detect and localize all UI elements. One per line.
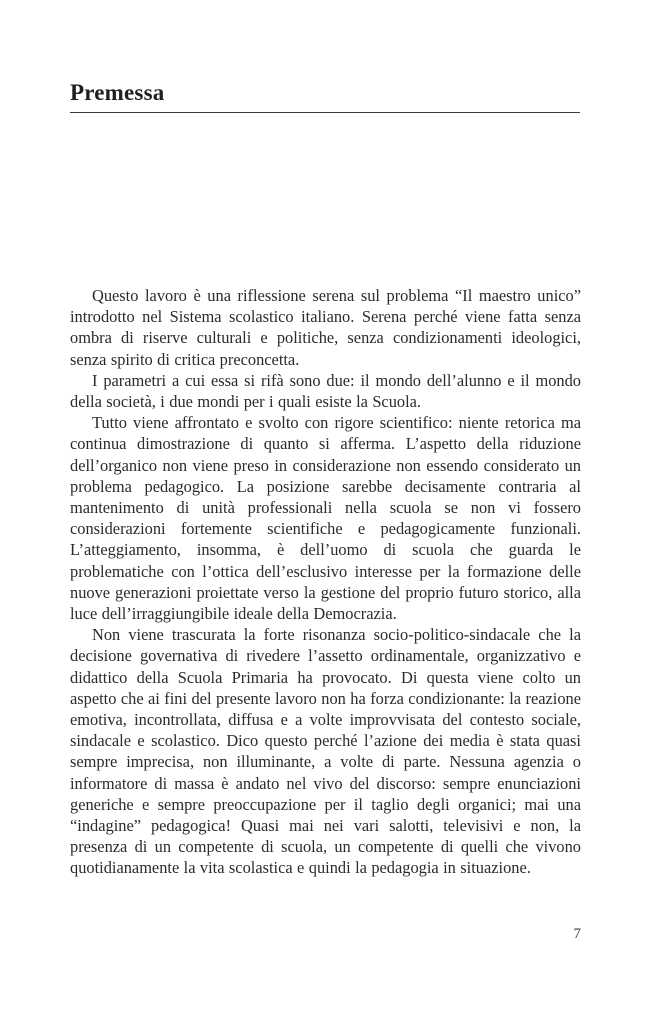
title-divider-rule xyxy=(70,112,580,113)
page-title: Premessa xyxy=(70,80,165,105)
body-paragraph: Questo lavoro è una riflessione serena sul problema “Il maestro unico” introdotto nel Sistema scolastico italiano. Serena perché viene fatta senza ombra di riserve culturali e politiche, senza condizionamenti ideologici, senza spirito di critica preconcetta. xyxy=(70,286,581,369)
body-paragraph: Non viene trascurata la forte risonanza socio-politico-sindacale che la decisione governativa di rivedere l’assetto ordinamentale, organizzativo e didattico della Scuola Primaria ha provocato. Di questa viene colto un aspetto che ai fini del presente lavoro non ha forza condizionante: la reazione emotiva, incontrollata, diffusa e a volte improvvisata del contesto sociale, sindacale e scolastico. Dico questo perché l’azione dei media è stata quasi sempre imprecisa, non illuminante, a volte di parte. Nessuna agenzia o informatore di massa è andato nel vivo del discorso: sempre enunciazioni generiche e sempre preoccupazione per il taglio degli organici; mai una “indagine” pedagogica! Quasi mai nei vari salotti, televisivi e non, la presenza di un competente di scuola, un competente di quelli che vivono quotidianamente la vita scolastica e quindi la pedagogia in situazione. xyxy=(70,625,581,878)
body-text-column xyxy=(70,285,581,879)
body-paragraph: I parametri a cui essa si rifà sono due: il mondo dell’alunno e il mondo della società, i due mondi per i quali esiste la Scuola. xyxy=(70,370,581,412)
body-paragraph: Tutto viene affrontato e svolto con rigore scientifico: niente retorica ma continua dimostrazione di quanto si afferma. L’aspetto della riduzione dell’organico non viene preso in considerazione non essendo considerato un problema pedagogico. La posizione sarebbe decisamente contraria al mantenimento di unità professionali nella scuola se non vi fossero considerazioni fortemente scientifiche e pedagogicamente funzionali. L’atteggiamento, insomma, è dell’uomo di scuola che guarda le problematiche con l’ottica dell’esclusivo interesse per la formazione delle nuove generazioni proiettate verso la gestione del proprio futuro storico, alla luce dell’irraggiungibile ideale della Democrazia. xyxy=(70,413,581,624)
chapter-heading-block xyxy=(70,80,580,113)
page-number: 7 xyxy=(573,926,581,942)
